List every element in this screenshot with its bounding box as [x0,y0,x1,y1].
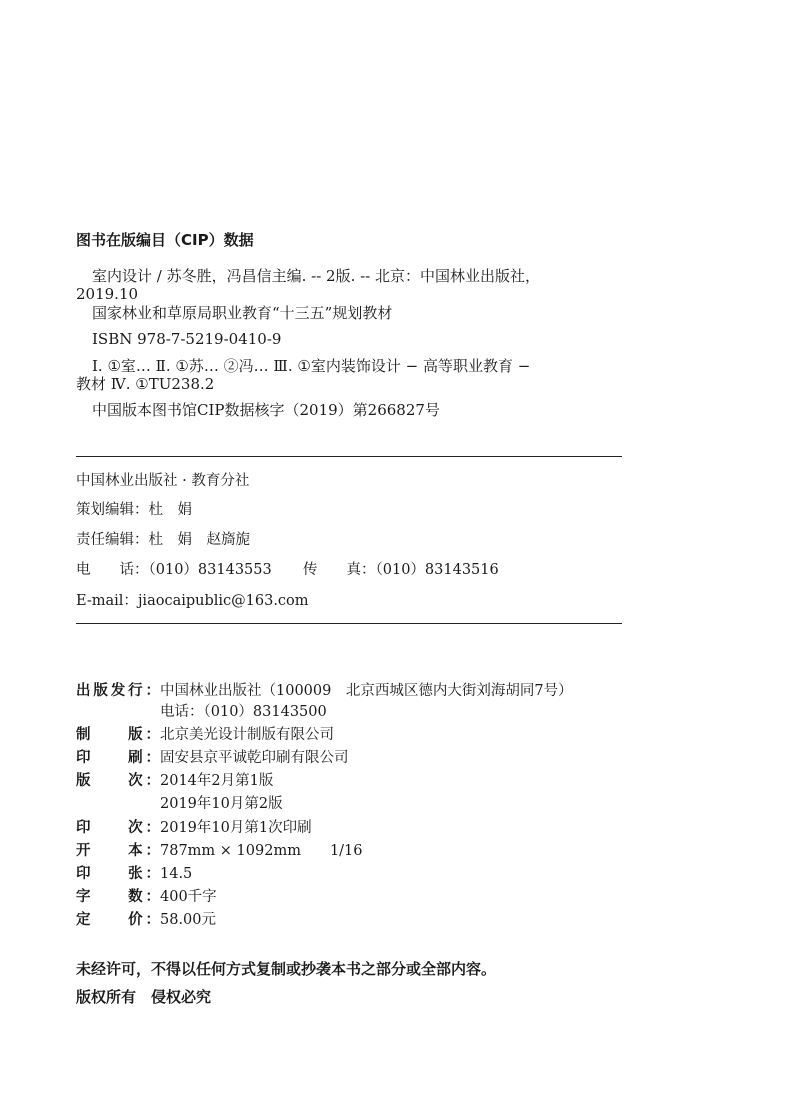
fax-row [303,558,499,579]
publisher-phone: 电话：（010）83143500 [160,704,327,720]
cip-title: 图书在版编目（CIP）数据 [76,231,254,249]
format-label: 开 本： [76,843,160,859]
cip-isbn: ISBN 978-7-5219-0410-9 [92,330,282,348]
price-value: 58.00元 [160,912,217,928]
divider-top [76,456,622,457]
copyright-notice: 未经许可，不得以任何方式复制或抄袭本书之部分或全部内容。 [76,960,497,978]
cip-classification-cont: 教材 Ⅳ. ①TU238.2 [76,375,215,393]
planning-editor-value: 杜 娟 [148,502,192,518]
planning-editor-row [76,498,192,519]
price-row [76,908,216,929]
rights-reserved: 版权所有 侵权必究 [76,988,212,1006]
email-row [76,589,309,610]
edition-row [76,769,273,790]
plate-label: 制 版： [76,727,160,743]
impression-value: 2019年10月第1次印刷 [160,820,312,836]
edition-label: 版 次： [76,773,160,789]
impression-label: 印 次： [76,820,160,836]
email-label: E-mail： [76,593,138,609]
impression-row [76,816,312,837]
edition-value: 2014年2月第1版 [160,773,274,789]
phone-value: （010）83143553 [148,562,272,578]
publisher-value: 中国林业出版社（100009 北京西城区德内大街刘海胡同7号） [160,683,573,699]
words-value: 400千字 [160,889,217,905]
planning-editor-label: 策划编辑： [76,502,149,518]
cip-series: 国家林业和草原局职业教育“十三五”规划教材 [92,304,393,322]
sheets-value: 14.5 [160,866,193,882]
words-label: 字 数： [76,889,160,905]
edition-value-2: 2019年10月第2版 [160,796,283,812]
print-row [76,746,349,767]
plate-row [76,723,334,744]
sheets-label: 印 张： [76,866,160,882]
branch-publisher: 中国林业出版社 · 教育分社 [76,473,250,489]
print-value: 固安县京平诚乾印刷有限公司 [160,750,349,766]
cip-entry-date: 2019.10 [76,285,139,303]
publisher-label: 出版发行： [76,683,160,699]
responsible-editor-row [76,528,250,549]
cip-record-number: 中国版本图书馆CIP数据核字（2019）第266827号 [92,401,440,419]
cip-entry-line: 室内设计 / 苏冬胜，冯昌信主编. -- 2版. -- 北京：中国林业出版社， [92,267,541,285]
phone-label: 电 话： [76,562,149,578]
responsible-editor-value: 杜 娟 赵旖旎 [148,532,250,548]
fax-label: 传 真： [303,562,376,578]
publisher-row [76,679,573,700]
plate-value: 北京美光设计制版有限公司 [160,727,334,743]
cip-classification: Ⅰ. ①室… Ⅱ. ①苏… ②冯… Ⅲ. ①室内装饰设计 − 高等职业教育 − [92,357,531,375]
divider-bottom [76,623,622,624]
format-value: 787mm × 1092mm 1/16 [160,843,363,859]
print-label: 印 刷： [76,750,160,766]
responsible-editor-label: 责任编辑： [76,532,149,548]
sheets-row [76,862,192,883]
phone-row [76,558,272,579]
format-row [76,839,363,860]
email-value: jiaocaipublic@163.com [137,593,309,609]
price-label: 定 价： [76,912,160,928]
fax-value: （010）83143516 [375,562,499,578]
words-row [76,885,217,906]
